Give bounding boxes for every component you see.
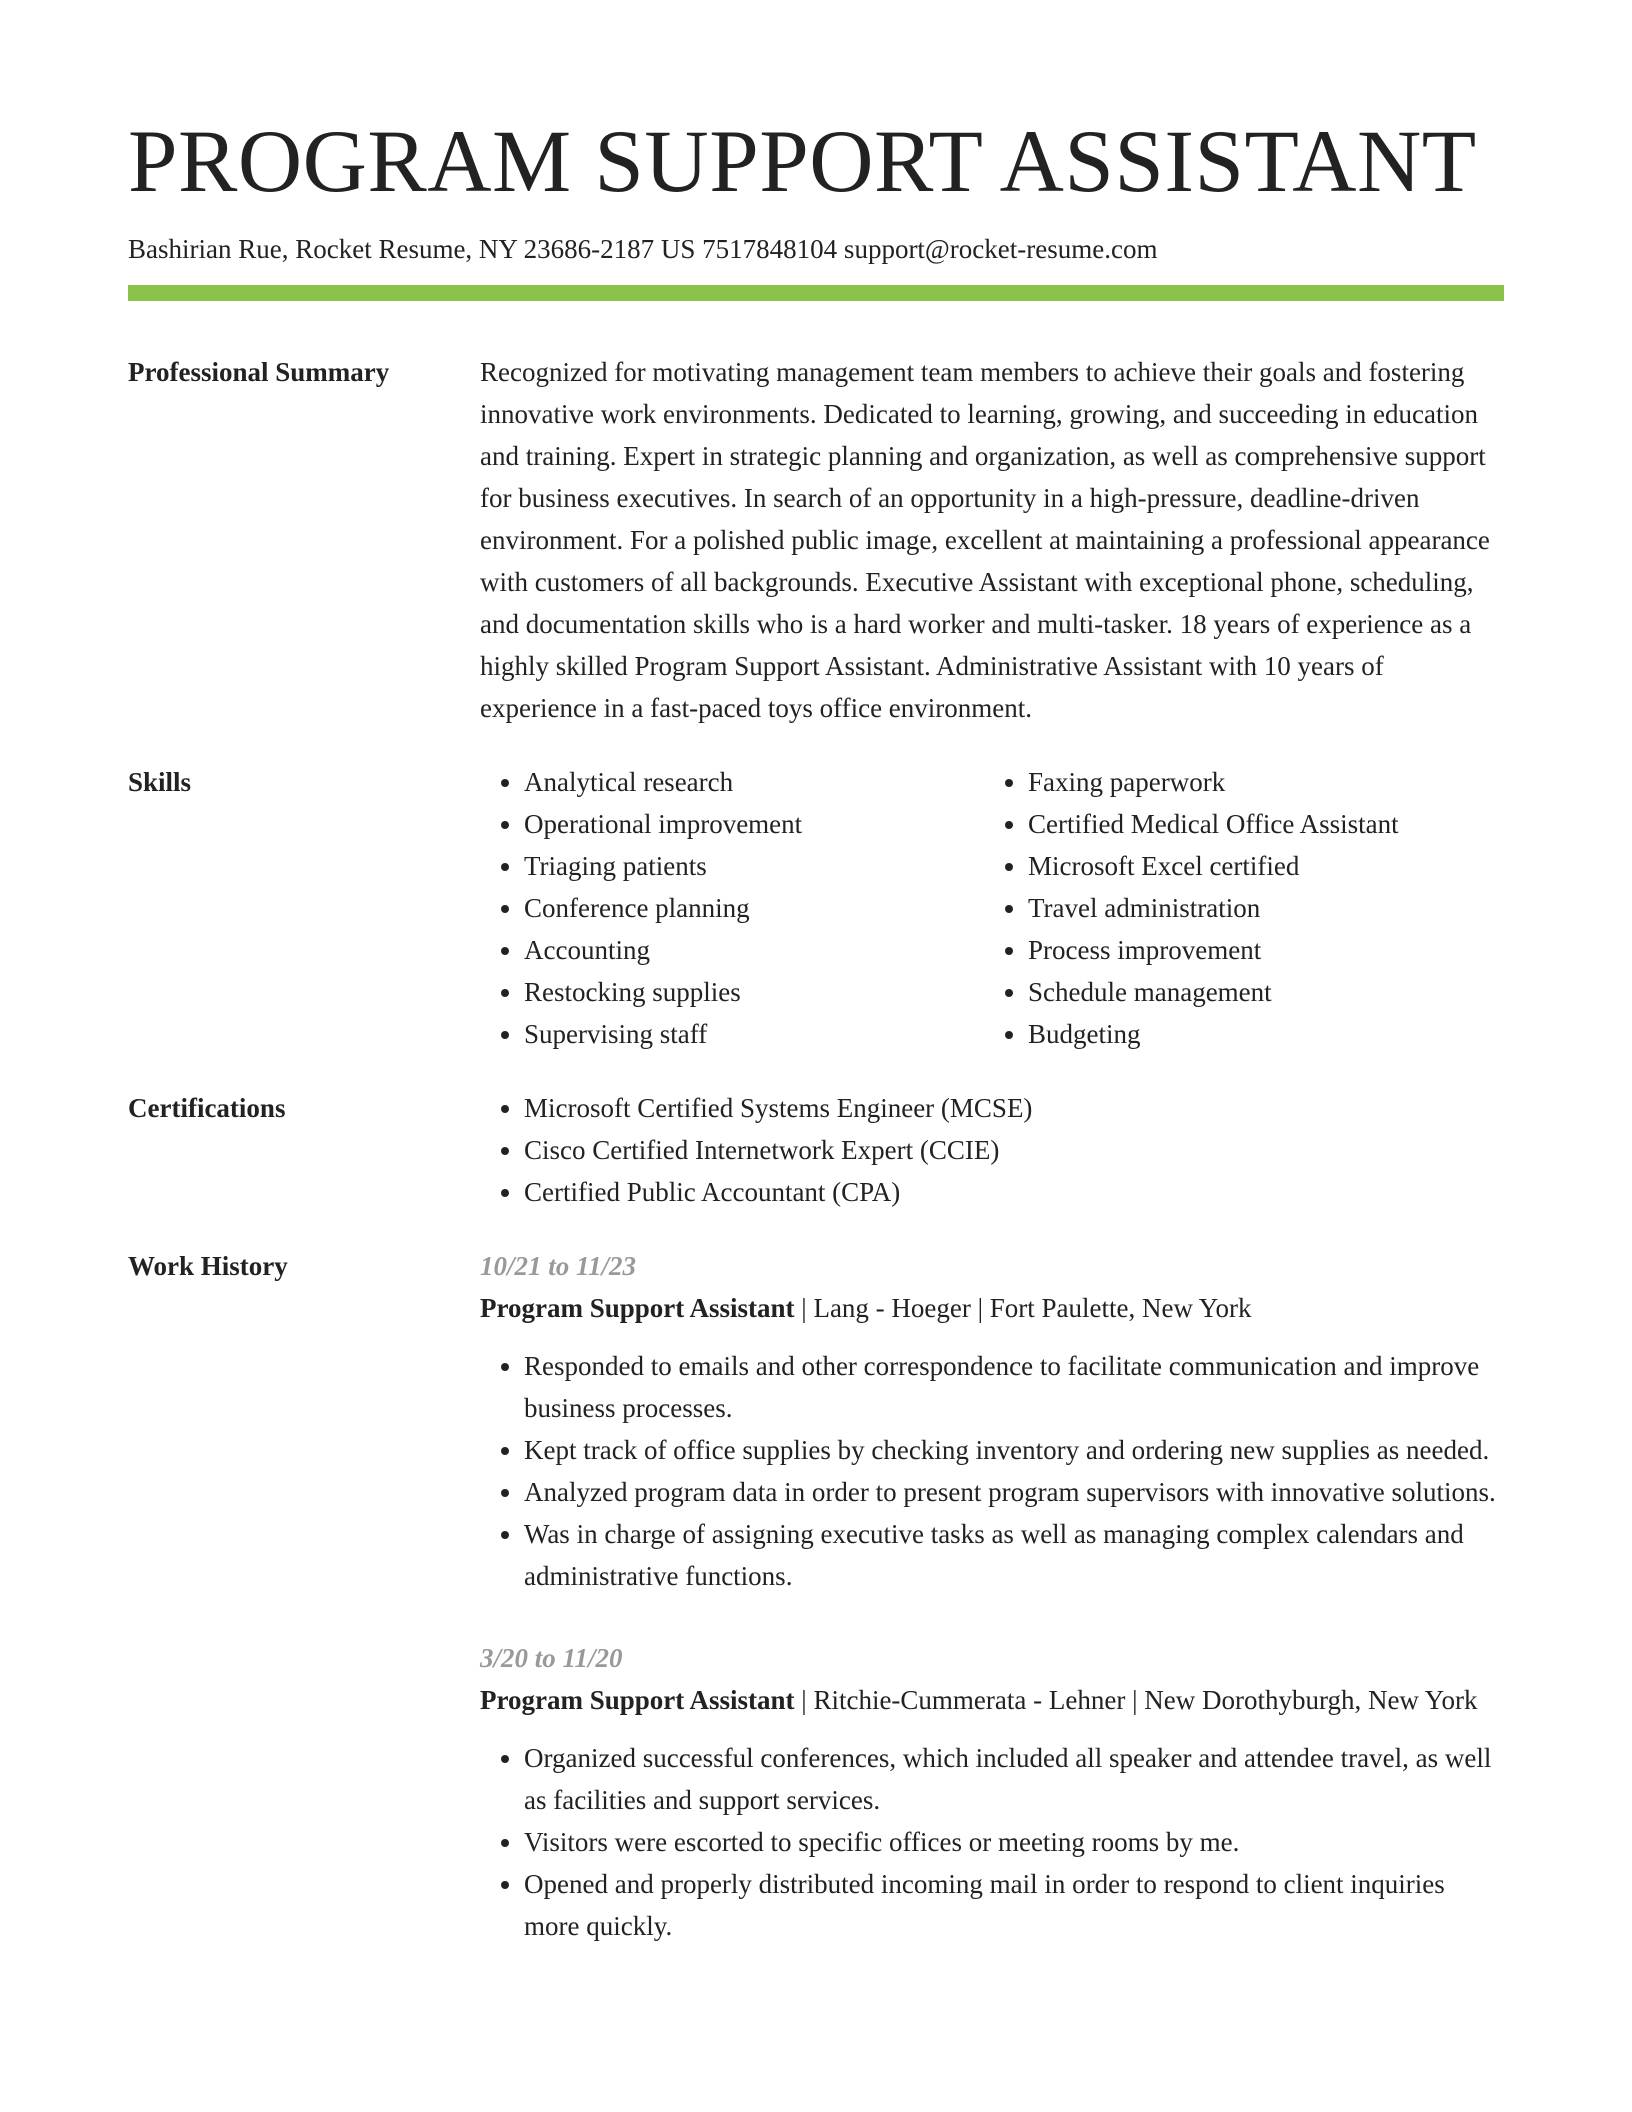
skill-item: • Faxing paperwork <box>1028 761 1488 803</box>
job-title: Program Support Assistant <box>480 1293 795 1323</box>
resume-sections <box>128 351 1504 1979</box>
accent-divider <box>128 285 1504 301</box>
skill-item: • Operational improvement <box>524 803 984 845</box>
certification-item: • Microsoft Certified Systems Engineer (MCSE) <box>524 1087 1504 1129</box>
job-dates: 3/20 to 11/20 <box>480 1643 623 1673</box>
job-duties-list <box>480 1737 1504 1947</box>
certifications-section-body <box>480 1087 1504 1213</box>
summary-section <box>128 351 1504 729</box>
skills-list-right <box>984 761 1488 1055</box>
skill-item: • Process improvement <box>1028 929 1488 971</box>
job-employer-location: | Lang - Hoeger | Fort Paulette, New York <box>794 1293 1252 1323</box>
skill-item: • Accounting <box>524 929 984 971</box>
skill-item: • Certified Medical Office Assistant <box>1028 803 1488 845</box>
contact-info: Bashirian Rue, Rocket Resume, NY 23686-2187 US 7517848104 support@rocket-resume.com <box>128 234 1158 264</box>
job-duty-item: • Responded to emails and other correspondence to facilitate communication and improve business processes. <box>524 1345 1504 1429</box>
job-heading <box>480 1679 1504 1721</box>
job-duties-list <box>480 1345 1504 1597</box>
skills-section <box>128 761 1504 1055</box>
job-employer-location: | Ritchie-Cummerata - Lehner | New Dorothyburgh, New York <box>794 1685 1478 1715</box>
certification-item: • Certified Public Accountant (CPA) <box>524 1171 1504 1213</box>
certification-item: • Cisco Certified Internetwork Expert (CCIE) <box>524 1129 1504 1171</box>
job-entry <box>480 1637 1504 1947</box>
skill-item: • Analytical research <box>524 761 984 803</box>
skill-item: • Microsoft Excel certified <box>1028 845 1488 887</box>
skill-item: • Triaging patients <box>524 845 984 887</box>
skills-list-left <box>480 761 984 1055</box>
job-title: Program Support Assistant <box>480 1685 795 1715</box>
summary-section-title: Professional Summary <box>128 357 390 387</box>
job-duty-item: • Was in charge of assigning executive tasks as well as managing complex calendars and administrative functions. <box>524 1513 1504 1597</box>
resume-name-heading: PROGRAM SUPPORT ASSISTANT <box>128 113 1477 211</box>
skill-item: • Supervising staff <box>524 1013 984 1055</box>
skill-item: • Budgeting <box>1028 1013 1488 1055</box>
job-dates: 10/21 to 11/23 <box>480 1251 637 1281</box>
skill-item: • Restocking supplies <box>524 971 984 1013</box>
skills-section-title: Skills <box>128 767 192 797</box>
job-duty-item: • Kept track of office supplies by checking inventory and ordering new supplies as needed. <box>524 1429 1504 1471</box>
skill-item: • Schedule management <box>1028 971 1488 1013</box>
work-history-section <box>128 1245 1504 1947</box>
certifications-section-title: Certifications <box>128 1093 286 1123</box>
job-duty-item: • Opened and properly distributed incoming mail in order to respond to client inquiries more quickly. <box>524 1863 1504 1947</box>
summary-text: Recognized for motivating management team members to achieve their goals and fostering innovative work environments. Dedicated to learning, growing, and succeeding in education and training. Expert in strategic planning and organization, as well as comprehensive support for business executives. In search of an opportunity in a high-pressure, deadline-driven environment. For a polished public image, excellent at maintaining a professional appearance with customers of all backgrounds. Executive Assistant with exceptional phone, scheduling, and documentation skills who is a hard worker and multi-tasker. 18 years of experience as a highly skilled Program Support Assistant. Administrative Assistant with 10 years of experience in a fast-paced toys office environment. <box>480 357 1490 723</box>
skills-section-body <box>480 761 1504 1055</box>
job-duty-item: • Analyzed program data in order to present program supervisors with innovative solutions. <box>524 1471 1504 1513</box>
job-duty-item: • Visitors were escorted to specific offices or meeting rooms by me. <box>524 1821 1504 1863</box>
certifications-list <box>480 1087 1504 1213</box>
skill-item: • Travel administration <box>1028 887 1488 929</box>
job-duty-item: • Organized successful conferences, which included all speaker and attendee travel, as well as facilities and support services. <box>524 1737 1504 1821</box>
summary-section-body <box>480 351 1504 729</box>
job-entry <box>480 1245 1504 1597</box>
skill-item: • Conference planning <box>524 887 984 929</box>
work-history-section-title: Work History <box>128 1251 288 1281</box>
work-history-section-body <box>480 1245 1504 1947</box>
job-heading <box>480 1287 1504 1329</box>
certifications-section <box>128 1087 1504 1213</box>
